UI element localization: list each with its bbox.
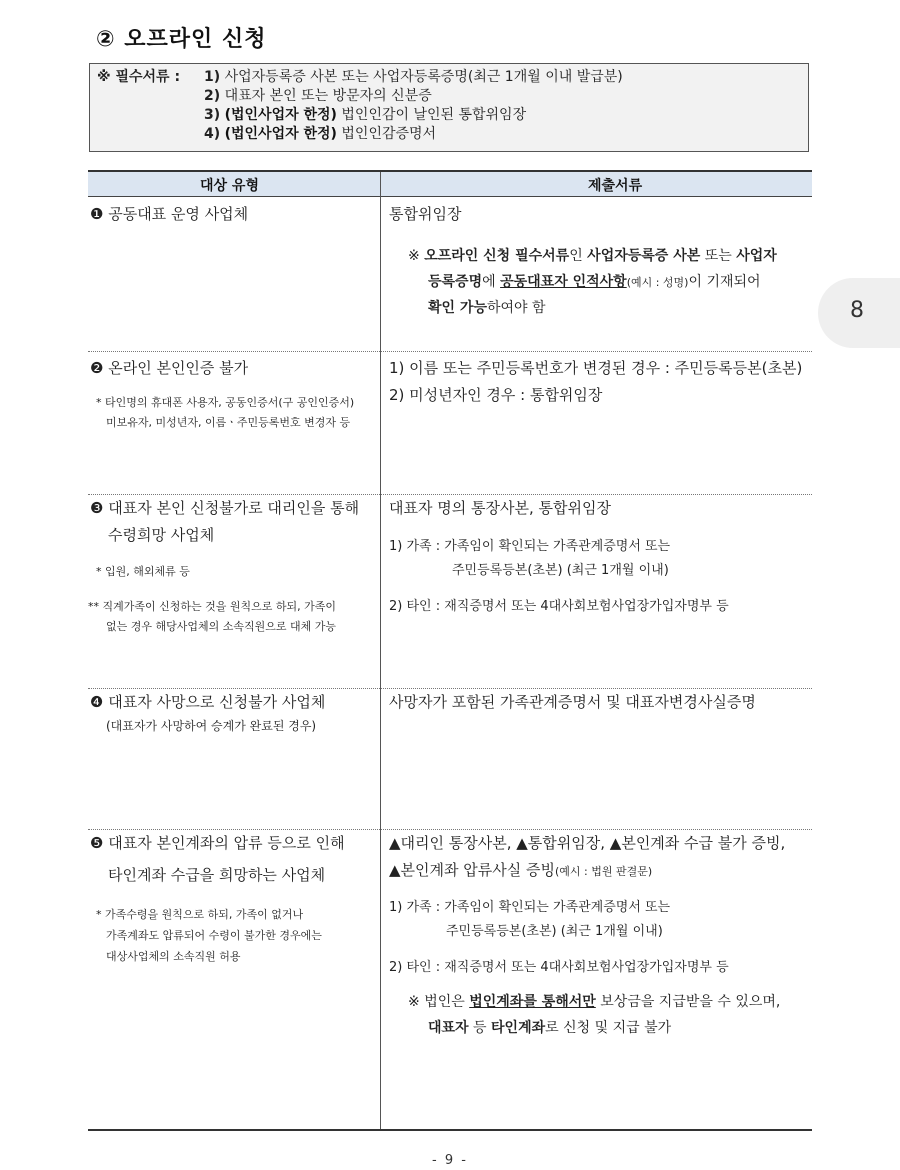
required-docs-line-2: 2) 대표자 본인 또는 방문자의 신분증 xyxy=(204,88,432,104)
table-bottom-border xyxy=(88,1129,812,1131)
row1-note-line2: 등록증명에 공동대표자 인적사항(예시 : 성명)이 기재되어 xyxy=(428,274,761,290)
page-number: - 9 - xyxy=(432,1153,468,1168)
column-divider xyxy=(380,172,381,1130)
row2-sub-1: * 타인명의 휴대폰 사용자, 공동인증서(구 공인인증서) xyxy=(96,396,355,409)
row3-sub-3: 없는 경우 해당사업체의 소속직원으로 대체 가능 xyxy=(106,620,337,633)
row5-type-2: 타인계좌 수급을 희망하는 사업체 xyxy=(108,866,326,884)
row3-docs: 대표자 명의 통장사본, 통합위임장 xyxy=(389,499,611,517)
section-title: ② 오프라인 신청 xyxy=(96,27,267,52)
row5-sub-3: 대상사업체의 소속직원 허용 xyxy=(106,950,241,963)
row5-doc-other: 2) 타인 : 재직증명서 또는 4대사회보험사업장가입자명부 등 xyxy=(389,960,729,975)
header-documents: 제출서류 xyxy=(588,178,643,194)
row2-type: ❷ 온라인 본인인증 불가 xyxy=(90,359,249,377)
row1-note: ※ 오프라인 신청 필수서류인 사업자등록증 사본 또는 사업자 xyxy=(408,248,777,264)
row-separator xyxy=(88,829,812,830)
row-separator xyxy=(88,688,812,689)
header-target-type: 대상 유형 xyxy=(200,178,259,194)
required-docs-label: ※ 필수서류 : xyxy=(97,69,181,85)
row3-sub-2: ** 직계가족이 신청하는 것을 원칙으로 하되, 가족이 xyxy=(88,600,336,613)
row-separator xyxy=(88,351,812,352)
row5-docs-1: ▲대리인 통장사본, ▲통합위임장, ▲본인계좌 수급 불가 증빙, xyxy=(389,834,786,852)
row1-type: ❶ 공동대표 운영 사업체 xyxy=(90,205,249,223)
row5-sub-1: * 가족수령을 원칙으로 하되, 가족이 없거나 xyxy=(96,908,304,921)
required-docs-line-3: 3) (법인사업자 한정) 법인인감이 날인된 통합위임장 xyxy=(204,107,527,123)
row3-type-2: 수령희망 사업체 xyxy=(108,526,215,544)
row1-note-line3: 확인 가능하여야 함 xyxy=(428,300,546,316)
row1-docs: 통합위임장 xyxy=(389,205,462,223)
chapter-tab xyxy=(818,278,900,348)
row5-doc-family-2: 주민등록등본(초본) (최근 1개월 이내) xyxy=(446,924,663,939)
required-docs-box: ※ 필수서류 : 1) 사업자등록증 사본 또는 사업자등록증명(최근 1개월 이내 발급분) 2) 대표자 본인 또는 방문자의 신분증 3) (법인사업자 한정) 법인인감이 날인된 통합위임장 4) (법인사업자 한정) 법인인감증명서 xyxy=(89,63,809,152)
row5-note: ※ 법인은 법인계좌를 통해서만 보상금을 지급받을 수 있으며, xyxy=(408,994,781,1010)
row5-sub-2: 가족계좌도 압류되어 수령이 불가한 경우에는 xyxy=(106,929,322,942)
row4-type: ❹ 대표자 사망으로 신청불가 사업체 xyxy=(90,693,326,711)
row4-docs: 사망자가 포함된 가족관계증명서 및 대표자변경사실증명 xyxy=(389,693,756,711)
row3-doc-other: 2) 타인 : 재직증명서 또는 4대사회보험사업장가입자명부 등 xyxy=(389,599,729,614)
row3-type-1: ❸ 대표자 본인 신청불가로 대리인을 통해 xyxy=(90,499,360,517)
row2-docs-2: 2) 미성년자인 경우 : 통합위임장 xyxy=(389,386,603,404)
row2-docs-1: 1) 이름 또는 주민등록번호가 변경된 경우 : 주민등록등본(초본) xyxy=(389,359,803,377)
table-header xyxy=(88,172,812,197)
row5-docs-2: ▲본인계좌 압류사실 증빙(예시 : 법원 판결문) xyxy=(389,861,653,879)
row4-sub: (대표자가 사망하여 승계가 완료된 경우) xyxy=(106,719,317,733)
row-separator xyxy=(88,494,812,495)
row2-sub-2: 미보유자, 미성년자, 이름ㆍ주민등록번호 변경자 등 xyxy=(106,416,351,429)
row3-doc-family: 1) 가족 : 가족임이 확인되는 가족관계증명서 또는 xyxy=(389,539,671,554)
required-docs-line-4: 4) (법인사업자 한정) 법인인감증명서 xyxy=(204,126,437,142)
row3-doc-family-2: 주민등록등본(초본) (최근 1개월 이내) xyxy=(452,563,669,578)
row5-type-1: ❺ 대표자 본인계좌의 압류 등으로 인해 xyxy=(90,834,345,852)
row5-doc-family: 1) 가족 : 가족임이 확인되는 가족관계증명서 또는 xyxy=(389,900,671,915)
chapter-number: 8 xyxy=(850,298,864,323)
row3-sub-1: * 입원, 해외체류 등 xyxy=(96,565,190,578)
row5-note-line2: 대표자 등 타인계좌로 신청 및 지급 불가 xyxy=(428,1020,672,1036)
